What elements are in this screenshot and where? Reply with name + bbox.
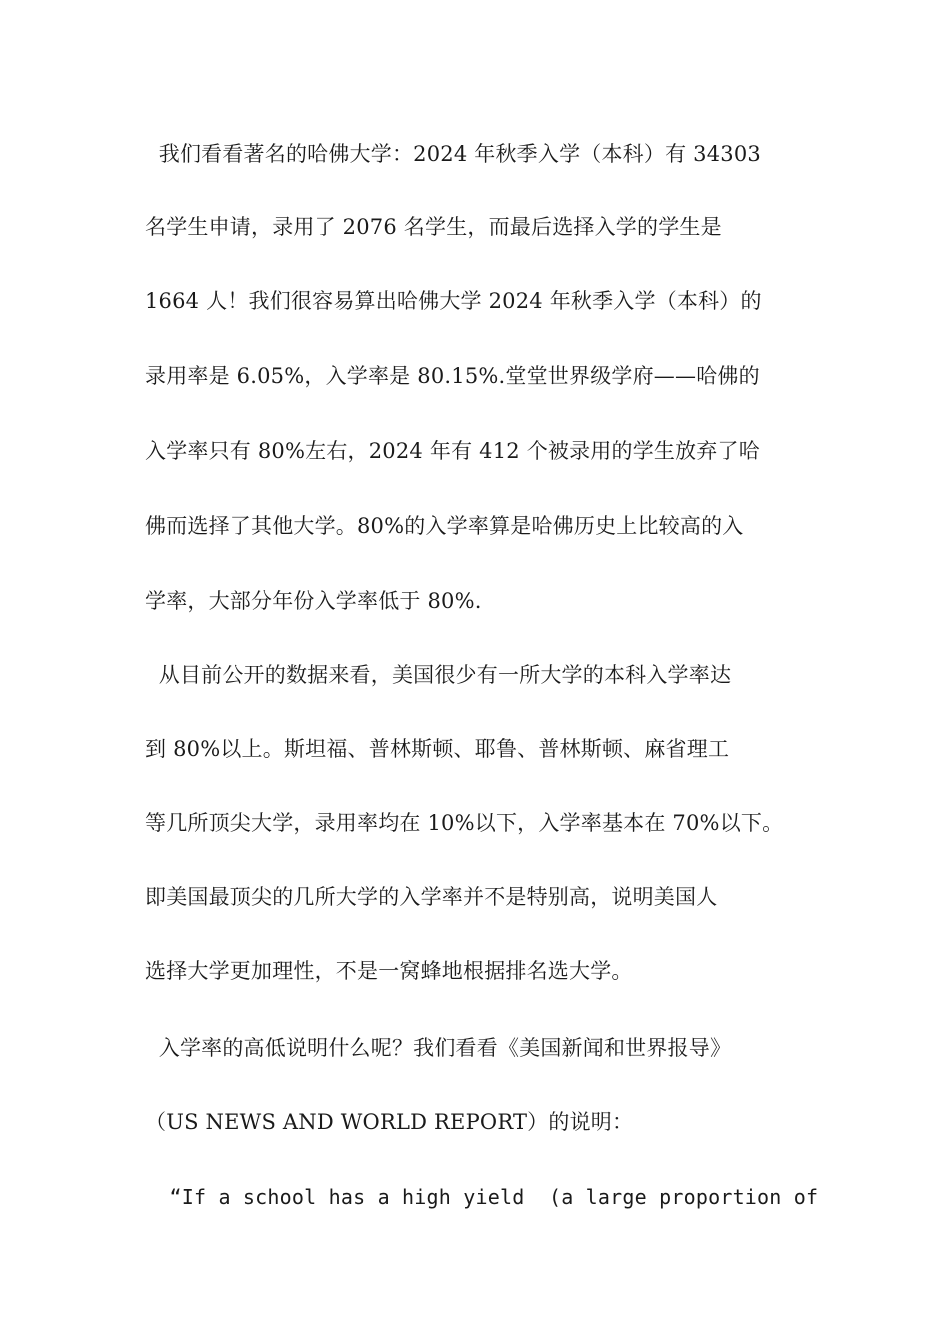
paragraph-line: 佛而选择了其他大学。80%的入学率算是哈佛历史上比较高的入 xyxy=(145,514,744,538)
paragraph-line: 即美国最顶尖的几所大学的入学率并不是特别高，说明美国人 xyxy=(145,885,718,909)
paragraph-line: 1664 人！我们很容易算出哈佛大学 2024 年秋季入学（本科）的 xyxy=(145,289,762,313)
paragraph-line: 入学率的高低说明什么呢？我们看看《美国新闻和世界报导》 xyxy=(145,1036,732,1060)
paragraph-line: 录用率是 6.05%，入学率是 80.15%.堂堂世界级学府——哈佛的 xyxy=(145,364,760,388)
paragraph-line: （US NEWS AND WORLD REPORT）的说明： xyxy=(145,1110,634,1134)
paragraph-line: 从目前公开的数据来看，美国很少有一所大学的本科入学率达 xyxy=(145,663,732,687)
paragraph-line: 我们看看著名的哈佛大学：2024 年秋季入学（本科）有 34303 xyxy=(145,142,761,166)
paragraph-line: 等几所顶尖大学，录用率均在 10%以下，入学率基本在 70%以下。 xyxy=(145,811,784,835)
paragraph-line: 选择大学更加理性，不是一窝蜂地根据排名选大学。 xyxy=(145,959,633,983)
paragraph-line: 入学率只有 80%左右，2024 年有 412 个被录用的学生放弃了哈 xyxy=(145,439,760,463)
paragraph-line: 到 80%以上。斯坦福、普林斯顿、耶鲁、普林斯顿、麻省理工 xyxy=(145,737,730,761)
paragraph-line: 学率，大部分年份入学率低于 80%. xyxy=(145,589,482,613)
quote-line: “If a school has a high yield (a large proportion of xyxy=(145,1185,819,1209)
paragraph-line: 名学生申请，录用了 2076 名学生，而最后选择入学的学生是 xyxy=(145,215,722,239)
